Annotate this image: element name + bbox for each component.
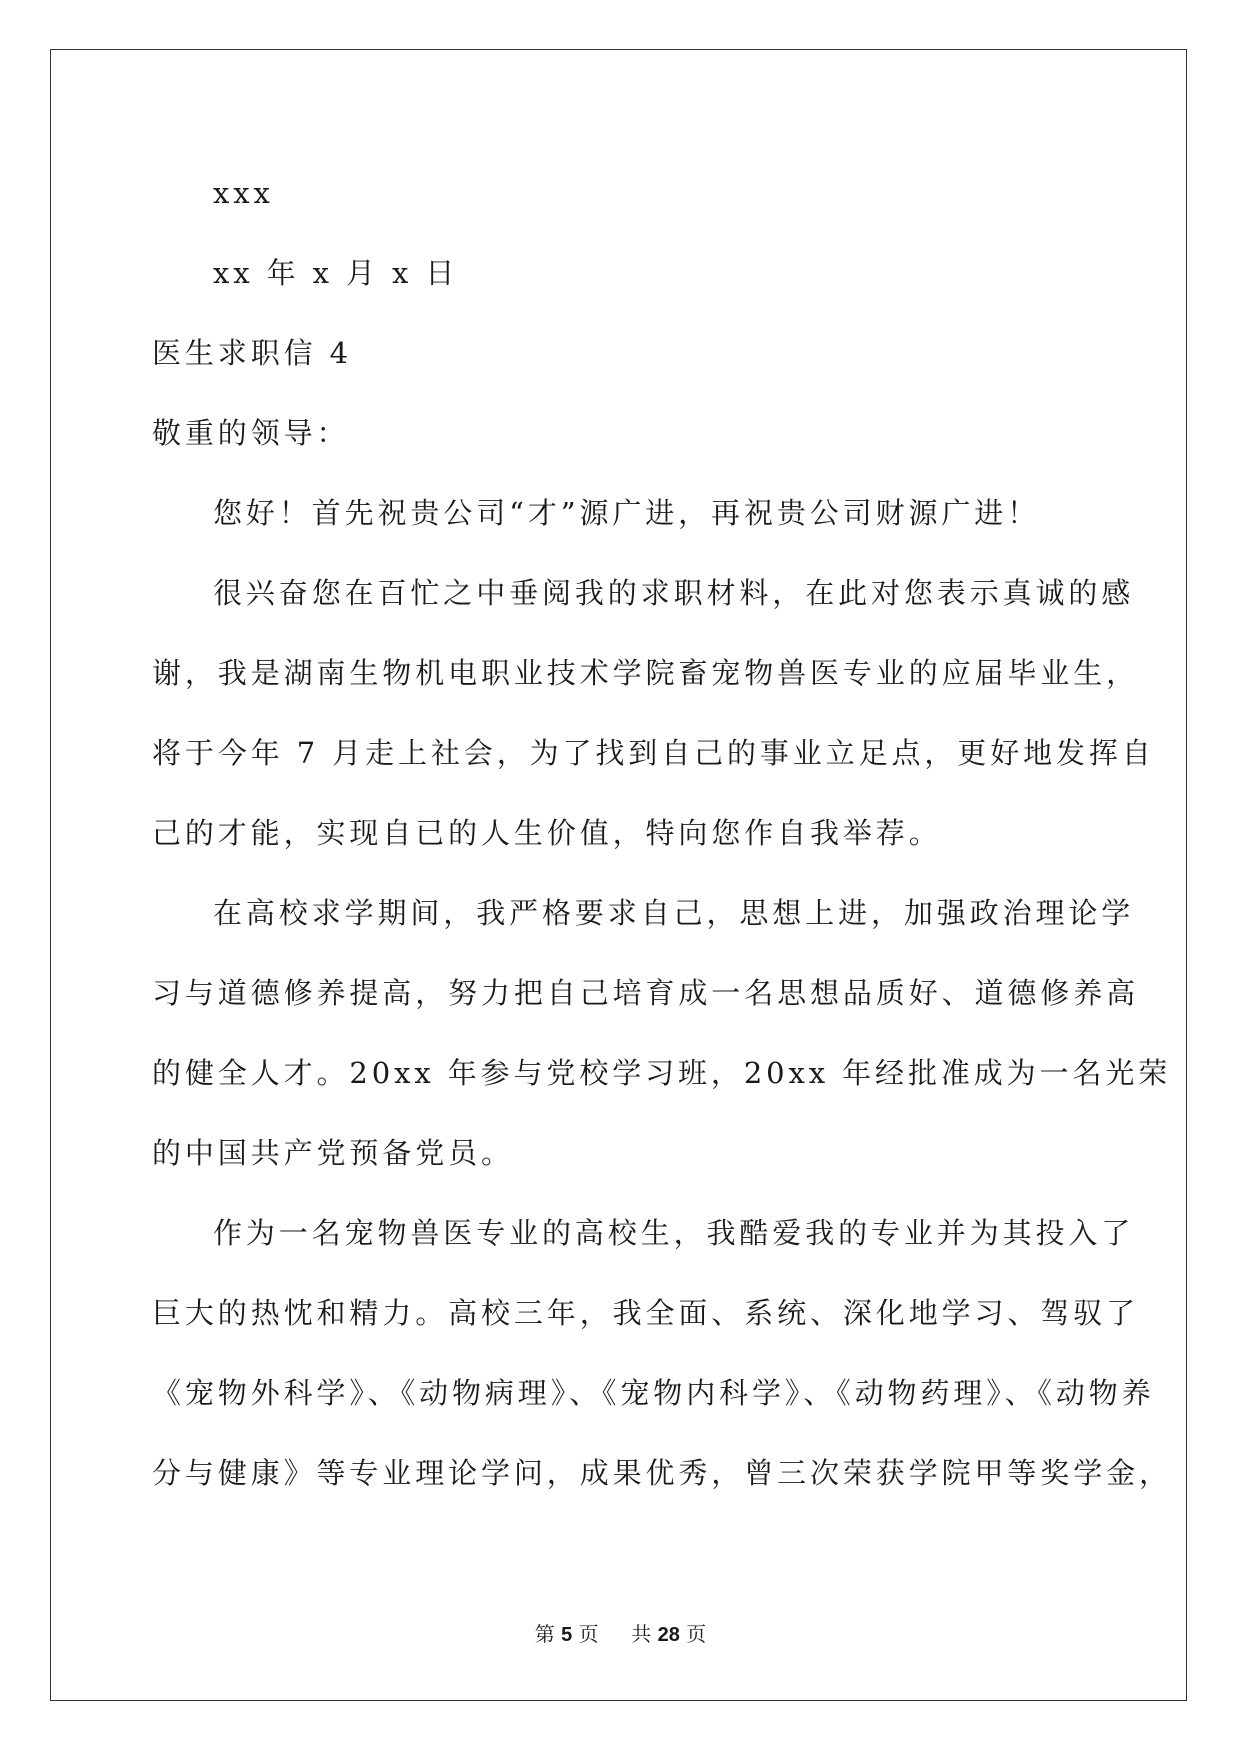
body-line: 将于今年 7 月走上社会，为了找到自己的事业立足点，更好地发挥自 <box>152 736 1155 770</box>
total-pages: 28 <box>657 1624 680 1646</box>
page-number: 5 <box>561 1624 573 1646</box>
page-footer <box>0 1618 1241 1647</box>
signature-name: xxx <box>213 176 274 210</box>
total-prefix: 共 <box>631 1622 652 1646</box>
total-suffix: 页 <box>686 1622 707 1646</box>
body-line: 谢，我是湖南生物机电职业技术学院畜宠物兽医专业的应届毕业生， <box>152 656 1140 690</box>
body-line: 在高校求学期间，我严格要求自己，思想上进，加强政治理论学 <box>213 896 1135 930</box>
page-prefix: 第 <box>534 1622 555 1646</box>
body-line: 您好！首先祝贵公司“才”源广进，再祝贵公司财源广进！ <box>213 496 1041 530</box>
body-line: 习与道德修养提高，努力把自己培育成一名思想品质好、道德修养高 <box>152 976 1140 1010</box>
body-line: 作为一名宠物兽医专业的高校生，我酷爱我的专业并为其投入了 <box>213 1216 1135 1250</box>
body-line: 分与健康》等专业理论学问，成果优秀，曾三次荣获学院甲等奖学金， <box>152 1456 1172 1490</box>
page-suffix: 页 <box>578 1622 599 1646</box>
body-line: 己的才能，实现自已的人生价值，特向您作自我举荐。 <box>152 816 942 850</box>
body-line: 的中国共产党预备党员。 <box>152 1136 514 1170</box>
letter-heading: 医生求职信 4 <box>152 336 352 370</box>
body-line: 《宠物外科学》、《动物病理》、《宠物内科学》、《动物药理》、《动物养 <box>152 1376 1155 1410</box>
signature-date: xx 年 x 月 x 日 <box>213 256 459 290</box>
body-line: 很兴奋您在百忙之中垂阅我的求职材料，在此对您表示真诚的感 <box>213 576 1135 610</box>
body-line: 巨大的热忱和精力。高校三年，我全面、系统、深化地学习、驾驭了 <box>152 1296 1140 1330</box>
salutation: 敬重的领导： <box>152 416 350 450</box>
body-line: 的健全人才。20xx 年参与党校学习班，20xx 年经批准成为一名光荣 <box>152 1056 1172 1090</box>
